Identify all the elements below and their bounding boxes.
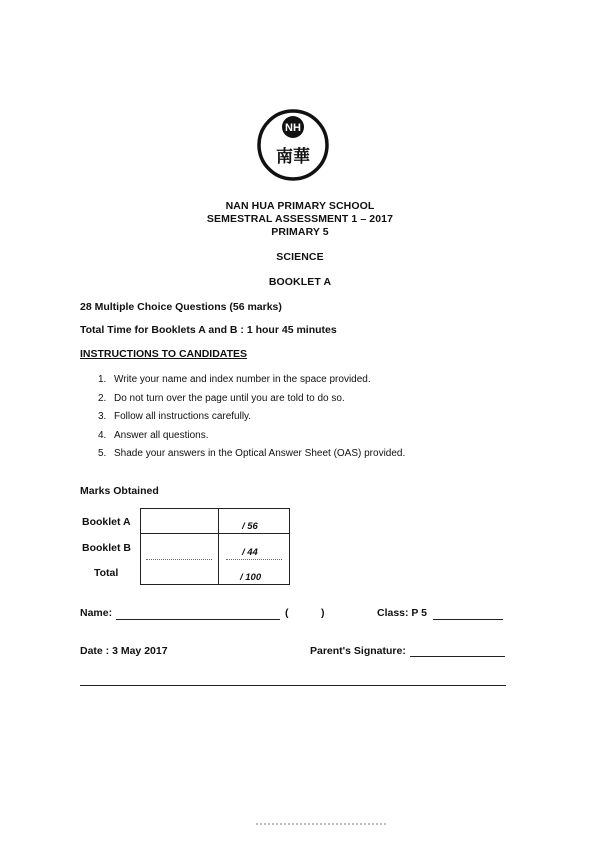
marks-row-label: Booklet B	[82, 542, 132, 554]
index-paren-open: (	[285, 607, 289, 619]
instruction-item: 5. Shade your answers in the Optical Answer Sheet (OAS) provided.	[98, 448, 406, 459]
name-label: Name:	[80, 607, 113, 619]
signature-field[interactable]	[410, 656, 505, 657]
watermark-scan	[256, 823, 386, 825]
instruction-item: 4. Answer all questions.	[98, 429, 209, 441]
logo-initials: NH	[285, 122, 301, 134]
marks-table	[140, 508, 290, 585]
booklet-a-total: / 56	[242, 521, 258, 532]
class-label: Class: P 5	[377, 607, 428, 619]
instruction-item: 3. Follow all instructions carefully.	[98, 411, 252, 422]
booklet-b-total: / 44	[242, 547, 258, 558]
footer-divider	[80, 685, 506, 686]
booklet-title: BOOKLET A	[268, 276, 332, 288]
school-name: NAN HUA PRIMARY SCHOOL	[225, 200, 375, 212]
marks-obtained-heading: Marks Obtained	[80, 485, 159, 497]
subject-title: SCIENCE	[276, 251, 324, 263]
logo-chinese-text: 南華	[276, 147, 310, 167]
class-field[interactable]	[433, 619, 503, 620]
index-paren-close: )	[321, 607, 325, 619]
level-title: PRIMARY 5	[271, 226, 329, 238]
date-text: Date : 3 May 2017	[80, 645, 168, 657]
school-logo	[256, 108, 330, 182]
name-field[interactable]	[116, 619, 280, 620]
assessment-title: SEMESTRAL ASSESSMENT 1 – 2017	[206, 213, 394, 225]
marks-row-label: Booklet A	[82, 516, 131, 528]
instruction-item: 2. Do not turn over the page until you are told to do so.	[98, 392, 345, 404]
instruction-item: 1. Write your name and index number in the space provided.	[98, 374, 371, 385]
marks-row-label: Total	[94, 567, 119, 579]
grand-total: / 100	[240, 572, 262, 583]
instructions-heading: INSTRUCTIONS TO CANDIDATES	[80, 348, 248, 360]
signature-label: Parent's Signature:	[310, 645, 406, 657]
question-count: 28 Multiple Choice Questions (56 marks)	[80, 301, 282, 313]
instructions-list	[98, 373, 405, 466]
total-time: Total Time for Booklets A and B : 1 hour 45 minutes	[80, 324, 337, 336]
